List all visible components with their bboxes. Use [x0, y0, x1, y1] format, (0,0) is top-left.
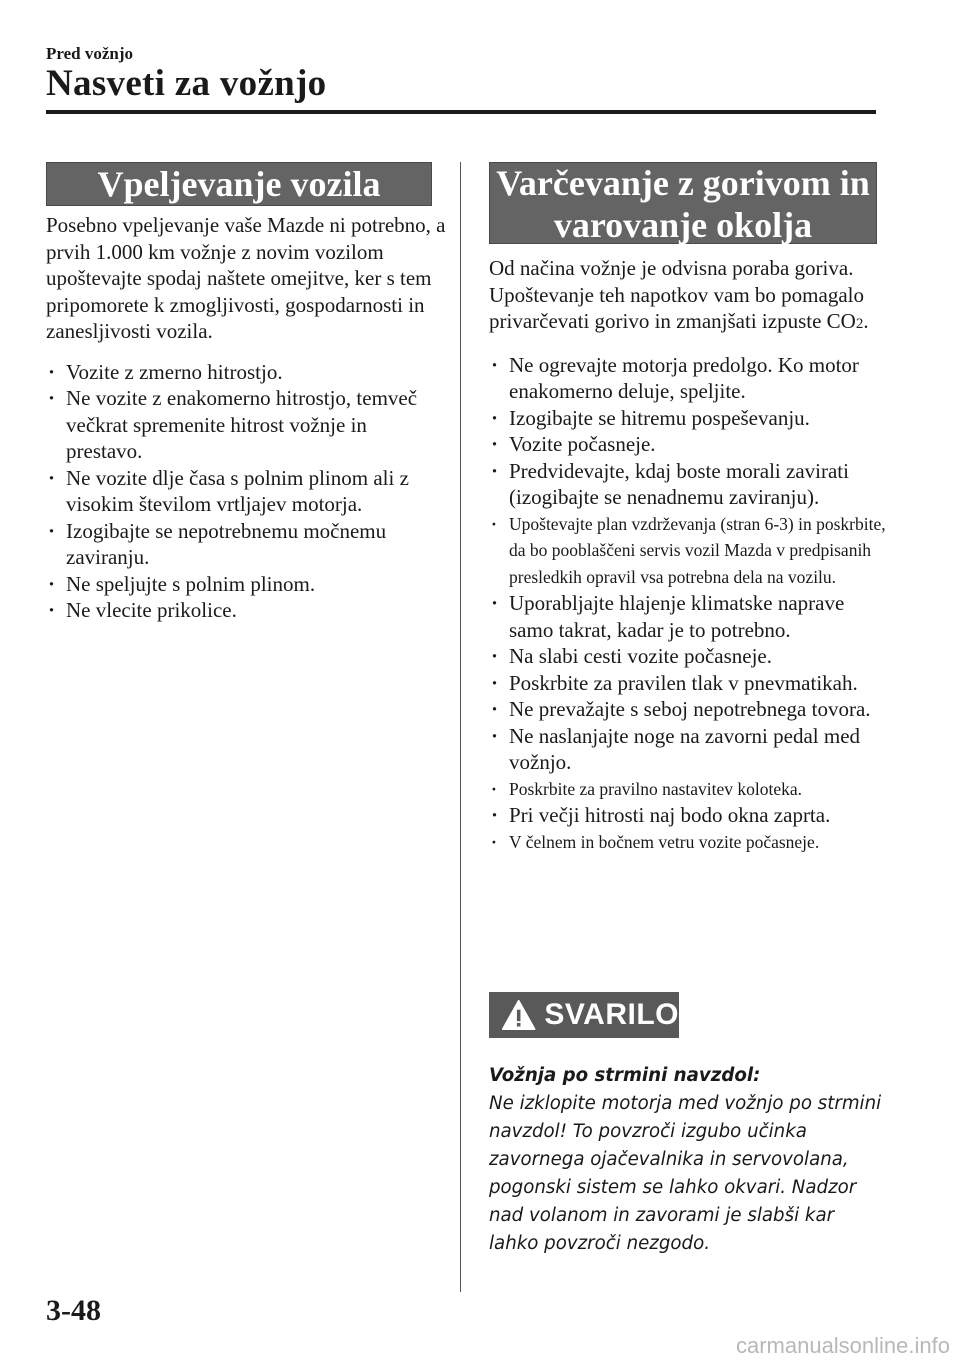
right-intro: Od načina vožnje je odvisna poraba goriva. Upoštevanje teh napotkov vam bo pomagalo privarčevati gorivo in zmanjšati izpuste CO2.	[489, 256, 869, 333]
list-item: · Uporabljajte hlajenje klimatske naprave samo takrat, kadar je to potrebno.	[491, 591, 845, 642]
warning-badge	[489, 992, 679, 1038]
list-item: · Upoštevajte plan vzdrževanja (stran 6-3) in poskrbite, da bo pooblaščeni servis vozil Mazda v predpisanih presledkih opravil vsa potrebna dela na vozilu.	[489, 511, 889, 591]
bullet-icon: ·	[48, 359, 56, 384]
subscript: 2	[855, 316, 864, 332]
left-column	[46, 212, 446, 624]
bullet-icon: ·	[491, 697, 499, 721]
right-heading-line2: varovanje okolja	[553, 205, 813, 245]
bullet-icon: ·	[491, 432, 499, 456]
bullet-icon: ·	[491, 405, 499, 430]
bullet-icon: ·	[491, 352, 499, 377]
list-item: · Ne speljujte s polnim plinom.	[48, 571, 316, 596]
list-item: · V čelnem in bočnem vetru vozite počasneje.	[489, 829, 889, 856]
right-heading-line1: Varčevanje z gorivom in	[496, 163, 870, 203]
bullet-icon: ·	[48, 386, 56, 410]
list-item: · Ne vozite z enakomerno hitrostjo, temveč večkrat spremenite hitrost vožnje in prestavo.	[48, 386, 418, 463]
list-item: · Predvidevajte, kdaj boste morali zavirati (izogibajte se nenadnemu zaviranju).	[491, 458, 849, 509]
bullet-icon: ·	[491, 458, 499, 483]
left-bullet-list	[46, 359, 446, 624]
list-item: · Izogibajte se nepotrebnemu močnemu zaviranju.	[48, 518, 387, 569]
list-item: · Pri večji hitrosti naj bodo okna zaprta.	[491, 803, 831, 827]
bullet-icon: ·	[491, 778, 497, 799]
watermark: carmanualsonline.info	[735, 1333, 950, 1358]
left-intro: Posebno vpeljevanje vaše Mazde ni potrebno, a prvih 1.000 km vožnje z novim vozilom upoštevajte spodaj naštete omejitve, ker s tem pripomorete k zmogljivosti, gospodarnosti in zanesljivosti vozila.	[46, 213, 446, 343]
warning-label: SVARILO	[544, 998, 679, 1031]
list-item: · Ne prevažajte s seboj nepotrebnega tovora.	[491, 697, 871, 721]
page-number: 3-48	[46, 1294, 101, 1327]
column-divider	[460, 162, 461, 1292]
list-item: · Vozite z zmerno hitrostjo.	[48, 359, 283, 384]
header-divider	[46, 110, 876, 114]
warning-heading: Vožnja po strmini navzdol:	[489, 1065, 761, 1086]
list-item: · Ne naslanjajte noge na zavorni pedal med vožnjo.	[491, 723, 861, 774]
bullet-icon: ·	[48, 571, 56, 596]
list-item: · Ne ogrevajte motorja predolgo. Ko motor enakomerno deluje, speljite.	[491, 352, 859, 403]
list-item: · Poskrbite za pravilen tlak v pnevmatikah.	[491, 670, 858, 695]
left-section-heading: Vpeljevanje vozila	[46, 162, 432, 206]
bullet-icon: ·	[491, 723, 499, 748]
warning-body	[489, 1062, 889, 1258]
bullet-icon: ·	[491, 513, 497, 534]
bullet-icon: ·	[491, 803, 499, 827]
bullet-icon: ·	[48, 465, 56, 490]
page-title: Nasveti za vožnjo	[46, 63, 327, 104]
list-item: · Na slabi cesti vozite počasneje.	[491, 644, 772, 668]
list-item: · Ne vozite dlje časa s polnim plinom ali z visokim številom vrtljajev motorja.	[48, 465, 409, 516]
bullet-icon: ·	[491, 591, 499, 615]
bullet-icon: ·	[48, 598, 56, 622]
right-bullet-list	[489, 352, 889, 856]
bullet-icon: ·	[491, 644, 499, 668]
list-item: · Poskrbite za pravilno nastavitev koloteka.	[489, 776, 889, 803]
bullet-icon: ·	[491, 831, 497, 852]
list-item: · Vozite počasneje.	[491, 432, 656, 456]
section-label: Pred vožnjo	[46, 44, 134, 63]
bullet-icon: ·	[48, 518, 56, 543]
right-section-heading	[489, 162, 877, 244]
warning-triangle-icon	[501, 997, 536, 1033]
warning-paragraph: Ne izklopite motorja med vožnjo po strmini navzdol! To povzroči izgubo učinka zavornega ojačevalnika in servovolana, pogonski sistem se lahko okvari. Nadzor nad volanom in zavorami je slabši kar lahko povzroči nezgodo.	[489, 1093, 882, 1254]
right-column	[489, 255, 889, 855]
list-item: · Ne vlecite prikolice.	[48, 598, 237, 622]
list-item: · Izogibajte se hitremu pospeševanju.	[491, 405, 810, 430]
bullet-icon: ·	[491, 670, 499, 695]
